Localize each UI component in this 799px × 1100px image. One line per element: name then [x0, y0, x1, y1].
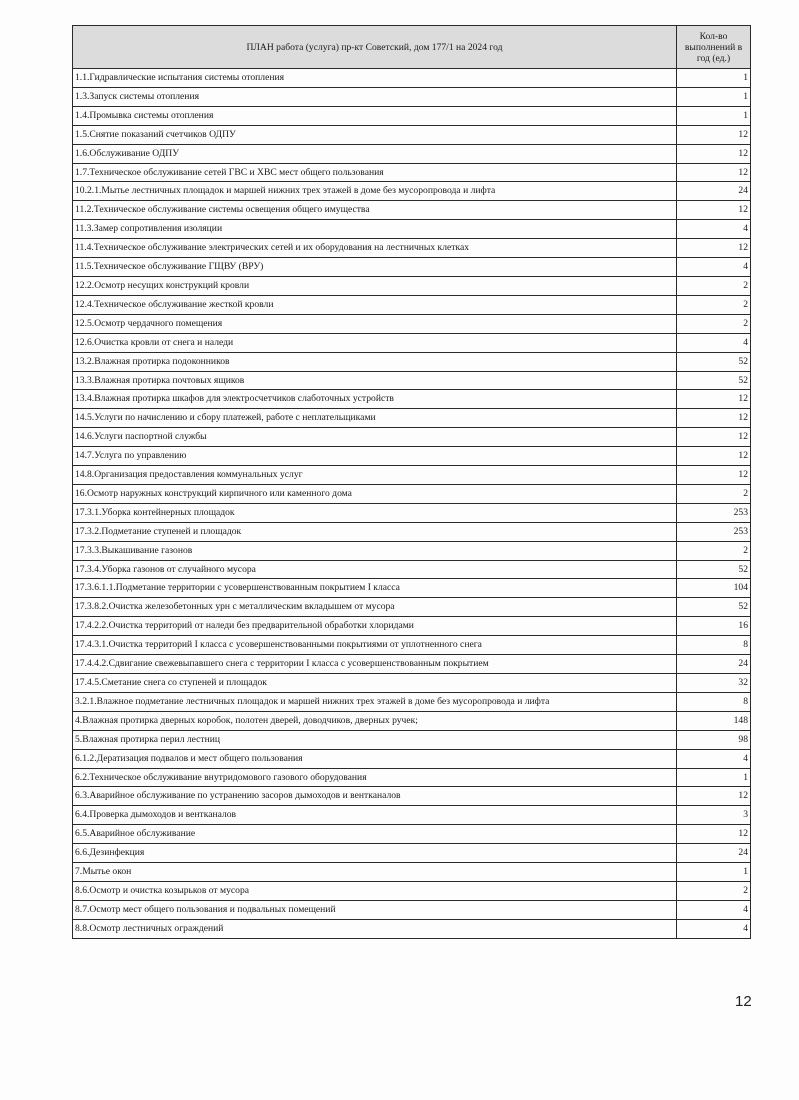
table-body: [73, 69, 751, 939]
work-item-label: 17.4.5.Сметание снега со ступеней и площадок: [73, 674, 677, 693]
table-row: [73, 617, 751, 636]
table-row: [73, 692, 751, 711]
work-item-count: 1: [677, 863, 751, 882]
work-item-count: 12: [677, 163, 751, 182]
count-column-header: Кол-во выполнений в год (ед.): [677, 26, 751, 69]
table-row: [73, 163, 751, 182]
table-row: [73, 787, 751, 806]
table-row: [73, 825, 751, 844]
table-row: [73, 749, 751, 768]
work-item-label: 17.3.6.1.1.Подметание территории с усовершенствованным покрытием I класса: [73, 579, 677, 598]
table-row: [73, 239, 751, 258]
work-item-label: 17.4.3.1.Очистка территорий I класса с усовершенствованными покрытиями от уплотненного снега: [73, 636, 677, 655]
work-item-count: 104: [677, 579, 751, 598]
work-item-count: 12: [677, 825, 751, 844]
work-item-count: 4: [677, 220, 751, 239]
work-item-count: 4: [677, 900, 751, 919]
table-row: [73, 409, 751, 428]
work-item-count: 24: [677, 182, 751, 201]
work-item-count: 24: [677, 844, 751, 863]
work-item-label: 1.3.Запуск системы отопления: [73, 87, 677, 106]
work-item-label: 12.4.Техническое обслуживание жесткой кровли: [73, 295, 677, 314]
table-row: [73, 295, 751, 314]
table-row: [73, 560, 751, 579]
work-item-count: 4: [677, 919, 751, 938]
work-item-count: 52: [677, 598, 751, 617]
table-row: [73, 636, 751, 655]
table-row: [73, 371, 751, 390]
table-row: [73, 522, 751, 541]
table-row: [73, 806, 751, 825]
work-item-label: 1.1.Гидравлические испытания системы отопления: [73, 69, 677, 88]
work-item-count: 98: [677, 730, 751, 749]
table-row: [73, 390, 751, 409]
work-item-count: 12: [677, 428, 751, 447]
work-item-label: 11.5.Техническое обслуживание ГЩВУ (ВРУ): [73, 258, 677, 277]
table-row: [73, 768, 751, 787]
work-item-count: 12: [677, 201, 751, 220]
page-number: 12: [735, 993, 752, 1010]
table-row: [73, 125, 751, 144]
work-item-label: 1.5.Снятие показаний счетчиков ОДПУ: [73, 125, 677, 144]
work-item-count: 32: [677, 674, 751, 693]
work-item-label: 12.2.Осмотр несущих конструкций кровли: [73, 276, 677, 295]
work-item-count: 148: [677, 711, 751, 730]
work-item-label: 6.5.Аварийное обслуживание: [73, 825, 677, 844]
work-item-label: 17.3.3.Выкашивание газонов: [73, 541, 677, 560]
table-row: [73, 352, 751, 371]
table-header-row: [73, 26, 751, 69]
work-item-label: 13.2.Влажная протирка подоконников: [73, 352, 677, 371]
table-row: [73, 503, 751, 522]
work-item-label: 14.6.Услуги паспортной службы: [73, 428, 677, 447]
work-item-count: 1: [677, 768, 751, 787]
work-item-label: 12.5.Осмотр чердачного помещения: [73, 314, 677, 333]
work-item-label: 4.Влажная протирка дверных коробок, полотен дверей, доводчиков, дверных ручек;: [73, 711, 677, 730]
work-item-label: 8.8.Осмотр лестничных ограждений: [73, 919, 677, 938]
work-item-count: 4: [677, 333, 751, 352]
table-row: [73, 881, 751, 900]
table-row: [73, 730, 751, 749]
work-item-label: 14.8.Организация предоставления коммунальных услуг: [73, 466, 677, 485]
table-row: [73, 711, 751, 730]
work-item-label: 17.4.2.2.Очистка территорий от наледи без предварительной обработки хлоридами: [73, 617, 677, 636]
table-row: [73, 844, 751, 863]
table-row: [73, 314, 751, 333]
work-item-label: 1.4.Промывка системы отопления: [73, 106, 677, 125]
work-item-label: 17.3.8.2.Очистка железобетонных урн с металлическим вкладышем от мусора: [73, 598, 677, 617]
work-item-label: 1.6.Обслуживание ОДПУ: [73, 144, 677, 163]
work-item-label: 11.3.Замер сопротивления изоляции: [73, 220, 677, 239]
work-item-label: 6.1.2.Дератизация подвалов и мест общего пользования: [73, 749, 677, 768]
table-row: [73, 69, 751, 88]
work-item-count: 52: [677, 371, 751, 390]
work-item-label: 11.4.Техническое обслуживание электрических сетей и их оборудования на лестничных клетках: [73, 239, 677, 258]
work-item-label: 10.2.1.Мытье лестничных площадок и маршей нижних трех этажей в доме без мусоропровода и лифта: [73, 182, 677, 201]
work-item-label: 14.5.Услуги по начислению и сбору платежей, работе с неплательщиками: [73, 409, 677, 428]
table-row: [73, 541, 751, 560]
work-item-count: 12: [677, 409, 751, 428]
work-item-count: 16: [677, 617, 751, 636]
table-row: [73, 106, 751, 125]
work-item-label: 7.Мытье окон: [73, 863, 677, 882]
work-item-label: 8.7.Осмотр мест общего пользования и подвальных помещений: [73, 900, 677, 919]
table-row: [73, 220, 751, 239]
work-item-label: 13.4.Влажная протирка шкафов для электросчетчиков слаботочных устройств: [73, 390, 677, 409]
table-row: [73, 144, 751, 163]
work-item-label: 5.Влажная протирка перил лестниц: [73, 730, 677, 749]
work-item-count: 8: [677, 636, 751, 655]
work-item-count: 2: [677, 295, 751, 314]
table-row: [73, 182, 751, 201]
table-row: [73, 428, 751, 447]
work-item-count: 253: [677, 503, 751, 522]
work-item-count: 52: [677, 352, 751, 371]
table-row: [73, 655, 751, 674]
work-item-count: 2: [677, 541, 751, 560]
work-item-count: 253: [677, 522, 751, 541]
work-item-label: 8.6.Осмотр и очистка козырьков от мусора: [73, 881, 677, 900]
work-item-label: 6.6.Дезинфекция: [73, 844, 677, 863]
work-item-label: 16.Осмотр наружных конструкций кирпичного или каменного дома: [73, 484, 677, 503]
work-plan-table: [72, 25, 751, 939]
table-title: ПЛАН работа (услуга) пр-кт Советский, дом 177/1 на 2024 год: [73, 26, 677, 69]
work-item-label: 17.3.4.Уборка газонов от случайного мусора: [73, 560, 677, 579]
table-row: [73, 447, 751, 466]
work-item-count: 1: [677, 69, 751, 88]
work-item-label: 17.3.1.Уборка контейнерных площадок: [73, 503, 677, 522]
table-row: [73, 674, 751, 693]
work-item-count: 3: [677, 806, 751, 825]
work-item-count: 12: [677, 447, 751, 466]
work-item-label: 1.7.Техническое обслуживание сетей ГВС и ХВС мест общего пользования: [73, 163, 677, 182]
table-row: [73, 87, 751, 106]
work-item-label: 12.6.Очистка кровли от снега и наледи: [73, 333, 677, 352]
work-item-count: 52: [677, 560, 751, 579]
table-row: [73, 258, 751, 277]
table-row: [73, 466, 751, 485]
work-item-count: 12: [677, 144, 751, 163]
table-row: [73, 484, 751, 503]
work-item-label: 17.4.4.2.Сдвигание свежевыпавшего снега с территории I класса с усовершенствованным покрытием: [73, 655, 677, 674]
table-row: [73, 598, 751, 617]
work-item-count: 2: [677, 881, 751, 900]
work-item-count: 12: [677, 390, 751, 409]
work-item-count: 12: [677, 787, 751, 806]
work-item-count: 1: [677, 106, 751, 125]
work-item-count: 2: [677, 484, 751, 503]
work-item-count: 2: [677, 314, 751, 333]
table-row: [73, 919, 751, 938]
work-item-count: 1: [677, 87, 751, 106]
work-item-label: 13.3.Влажная протирка почтовых ящиков: [73, 371, 677, 390]
table-row: [73, 333, 751, 352]
work-item-label: 3.2.1.Влажное подметание лестничных площадок и маршей нижних трех этажей в доме без мусоропровода и лифта: [73, 692, 677, 711]
work-item-count: 12: [677, 466, 751, 485]
table-row: [73, 863, 751, 882]
work-item-count: 2: [677, 276, 751, 295]
table-row: [73, 579, 751, 598]
work-item-count: 4: [677, 258, 751, 277]
work-item-label: 17.3.2.Подметание ступеней и площадок: [73, 522, 677, 541]
table-row: [73, 201, 751, 220]
work-item-count: 24: [677, 655, 751, 674]
work-item-label: 11.2.Техническое обслуживание системы освещения общего имущества: [73, 201, 677, 220]
table-row: [73, 900, 751, 919]
work-item-label: 6.2.Техническое обслуживание внутридомового газового оборудования: [73, 768, 677, 787]
work-item-count: 12: [677, 125, 751, 144]
work-item-label: 6.4.Проверка дымоходов и вентканалов: [73, 806, 677, 825]
table-row: [73, 276, 751, 295]
work-item-count: 4: [677, 749, 751, 768]
work-item-label: 14.7.Услуга по управлению: [73, 447, 677, 466]
work-item-count: 12: [677, 239, 751, 258]
work-item-count: 8: [677, 692, 751, 711]
work-item-label: 6.3.Аварийное обслуживание по устранению засоров дымоходов и вентканалов: [73, 787, 677, 806]
